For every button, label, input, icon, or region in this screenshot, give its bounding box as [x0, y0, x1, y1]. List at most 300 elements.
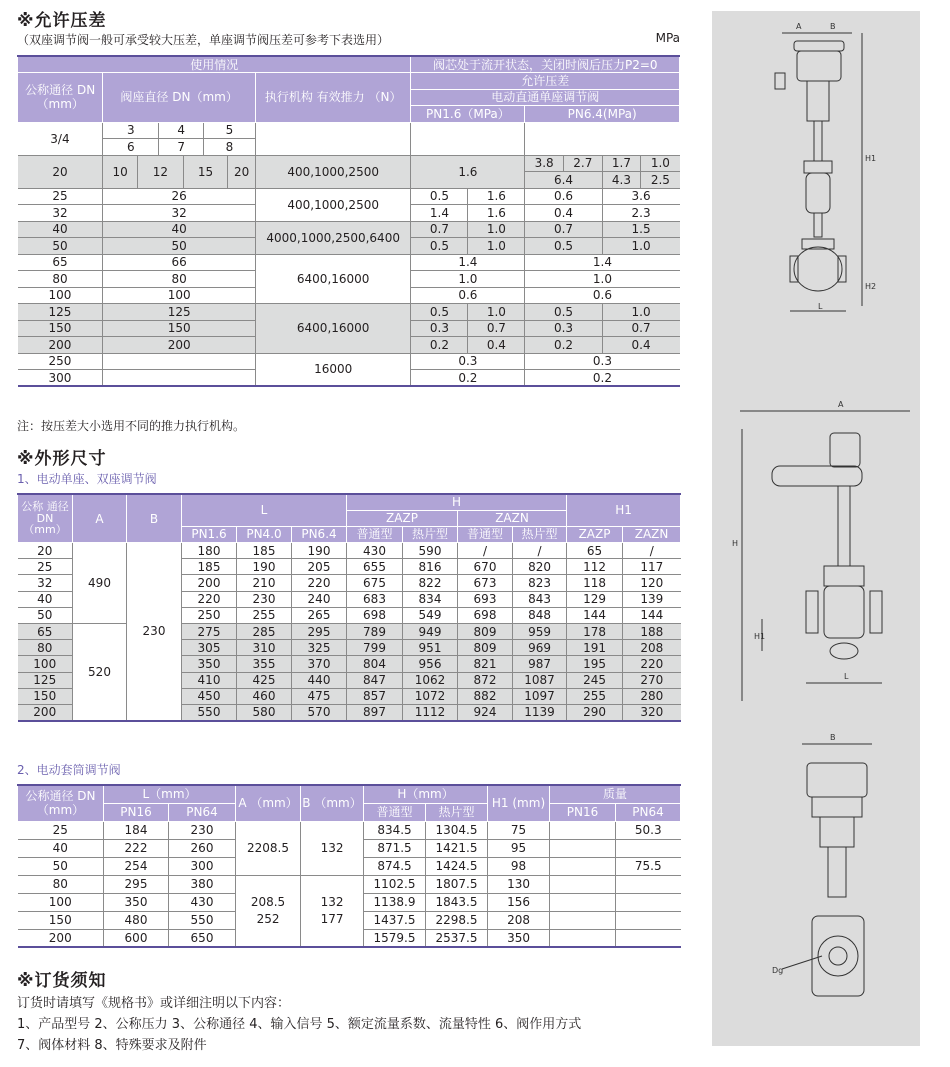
- dimensions-table-2: [17, 784, 681, 948]
- l-cell: 184: [104, 821, 169, 839]
- header-normal: 普通型: [458, 526, 513, 542]
- h-cell: 1437.5: [364, 911, 426, 929]
- header-fin: 热片型: [403, 526, 458, 542]
- dn-cell: 150: [18, 911, 104, 929]
- seat-cell: 4: [159, 122, 204, 139]
- pn16-cell: 0.5: [411, 304, 468, 321]
- pn16-cell: 0.5: [411, 188, 468, 205]
- valve-drawing-3: [782, 744, 872, 996]
- seat-cell: 10: [103, 155, 138, 188]
- pn64-cell: 2.5: [641, 172, 680, 189]
- table-cell: 125: [18, 672, 73, 688]
- dn-cell: 65: [18, 254, 103, 271]
- table-cell: 440: [292, 672, 347, 688]
- mass-cell: [550, 911, 616, 929]
- table-cell: 305: [182, 640, 237, 656]
- section-title-ordering: ※订货须知: [17, 971, 107, 991]
- dn-cell: 200: [18, 929, 104, 947]
- table-cell: 200: [182, 575, 237, 591]
- subsection-title-2: 2、电动套筒调节阀: [17, 763, 121, 777]
- actuator-cell: 4000,1000,2500,6400: [255, 221, 411, 254]
- table-cell: 220: [292, 575, 347, 591]
- table-row: [18, 624, 681, 640]
- l-cell: 300: [169, 857, 236, 875]
- pn64-cell: 0.6: [525, 287, 680, 304]
- pn16-cell: 1.0: [468, 304, 525, 321]
- unit-label: MPa: [655, 31, 680, 45]
- dn-cell: 100: [18, 287, 103, 304]
- dim-label: A: [838, 400, 844, 409]
- table-cell: 1062: [403, 672, 458, 688]
- header-h: H: [347, 494, 567, 510]
- mass-cell: [616, 911, 681, 929]
- table-cell: 280: [623, 688, 681, 704]
- pn64-cell: 1.0: [525, 271, 680, 288]
- dn-cell: 300: [18, 370, 103, 387]
- table-cell: 205: [292, 559, 347, 575]
- b-value: 177: [320, 911, 344, 926]
- header-zazn: ZAZN: [458, 510, 567, 526]
- h-cell: 1807.5: [426, 875, 488, 893]
- seat-cell: 26: [103, 188, 255, 205]
- table-cell: 822: [403, 575, 458, 591]
- mass-cell: [616, 929, 681, 947]
- table-cell: 208: [623, 640, 681, 656]
- h-cell: 1421.5: [426, 839, 488, 857]
- table-cell: 450: [182, 688, 237, 704]
- b-value: 132: [320, 894, 344, 909]
- pn16-cell: 0.2: [411, 337, 468, 354]
- ordering-list-1: 1、产品型号 2、公称压力 3、公称通径 4、输入信号 5、额定流量系数、流量特性 6、阀作用方式: [17, 1017, 582, 1032]
- valve-drawings: [712, 11, 920, 1046]
- mass-cell: [616, 875, 681, 893]
- h-cell: 2298.5: [426, 911, 488, 929]
- header-h: H（mm）: [364, 785, 488, 803]
- header-dn: 公称 通径 DN （mm）: [18, 494, 73, 543]
- table-cell: 698: [347, 607, 403, 623]
- header-zazp: ZAZP: [347, 510, 458, 526]
- l-cell: 230: [169, 821, 236, 839]
- seat-cell: [103, 353, 255, 370]
- table-cell: 118: [567, 575, 623, 591]
- seat-cell: 15: [183, 155, 228, 188]
- l-cell: 295: [104, 875, 169, 893]
- pn16-cell: 1.0: [468, 238, 525, 255]
- a-value: 252: [256, 911, 280, 926]
- dn-cell: 40: [18, 221, 103, 238]
- table-cell: 40: [18, 591, 73, 607]
- table-cell: 150: [18, 688, 73, 704]
- dim-label: Dg: [772, 966, 784, 975]
- table-cell: 843: [513, 591, 567, 607]
- table-cell: 120: [623, 575, 681, 591]
- table-cell: 350: [182, 656, 237, 672]
- table-cell: 275: [182, 624, 237, 640]
- table-cell: 320: [623, 704, 681, 720]
- pn16-cell: 0.4: [468, 337, 525, 354]
- seat-cell: 20: [228, 155, 255, 188]
- section-title-dimensions: ※外形尺寸: [17, 449, 107, 469]
- dim-label: H1: [865, 154, 877, 163]
- table-cell: 65: [567, 543, 623, 559]
- table-cell: 65: [18, 624, 73, 640]
- header-pn64: PN64: [169, 803, 236, 821]
- dn-cell: 40: [18, 839, 104, 857]
- actuator-cell: 400,1000,2500: [255, 155, 411, 188]
- pn64-cell: 0.6: [525, 188, 602, 205]
- table-cell: 1087: [513, 672, 567, 688]
- table-cell: 872: [458, 672, 513, 688]
- table-cell: 698: [458, 607, 513, 623]
- mass-cell: [550, 893, 616, 911]
- header-closed-state: 阀芯处于流开状态，关闭时阀后压力P2=0: [411, 56, 680, 73]
- table-cell: 144: [567, 607, 623, 623]
- dn-cell: 50: [18, 857, 104, 875]
- l-cell: 254: [104, 857, 169, 875]
- pn64-cell: 4.3: [602, 172, 641, 189]
- header-b: B: [127, 494, 182, 543]
- seat-cell: 200: [103, 337, 255, 354]
- pn16-cell: 0.3: [411, 320, 468, 337]
- seat-cell: 125: [103, 304, 255, 321]
- table-cell: 809: [458, 640, 513, 656]
- mass-cell: 75.5: [616, 857, 681, 875]
- table-cell: 32: [18, 575, 73, 591]
- table-cell: 191: [567, 640, 623, 656]
- h-cell: 1424.5: [426, 857, 488, 875]
- dn-cell: 80: [18, 875, 104, 893]
- table-cell: 144: [623, 607, 681, 623]
- table-cell: 230: [127, 543, 182, 721]
- table-cell: 20: [18, 543, 73, 559]
- dn-cell: 250: [18, 353, 103, 370]
- h1-cell: 130: [488, 875, 550, 893]
- table-cell: 683: [347, 591, 403, 607]
- table-cell: 50: [18, 607, 73, 623]
- table-cell: 897: [347, 704, 403, 720]
- table-cell: 570: [292, 704, 347, 720]
- dn-cell: 50: [18, 238, 103, 255]
- table-cell: 848: [513, 607, 567, 623]
- table-cell: /: [513, 543, 567, 559]
- pn64-cell: 0.7: [602, 320, 679, 337]
- header-zazp: ZAZP: [567, 526, 623, 542]
- dim-label: B: [830, 22, 836, 31]
- mass-cell: [550, 929, 616, 947]
- l-cell: 350: [104, 893, 169, 911]
- header-usage: 使用情况: [18, 56, 411, 73]
- seat-cell: 150: [103, 320, 255, 337]
- table-cell: 112: [567, 559, 623, 575]
- ordering-list-2: 7、阀体材料 8、特殊要求及附件: [17, 1038, 207, 1053]
- dimensions-table-1: [17, 493, 681, 722]
- pn64-cell: 0.4: [602, 337, 679, 354]
- table-cell: 693: [458, 591, 513, 607]
- mass-cell: [616, 893, 681, 911]
- table-cell: 25: [18, 559, 73, 575]
- table-cell: 220: [623, 656, 681, 672]
- pn64-cell: 0.2: [525, 370, 680, 387]
- seat-cell: [103, 370, 255, 387]
- dn-cell: 3/4: [18, 122, 103, 155]
- dn-cell: 20: [18, 155, 103, 188]
- table-cell: 490: [73, 543, 127, 624]
- header-b: B （mm）: [301, 785, 364, 821]
- header-pn16: PN1.6（MPa）: [411, 106, 525, 123]
- pn16-cell: [411, 122, 525, 155]
- dim-label: H2: [865, 282, 877, 291]
- dn-cell: 25: [18, 821, 104, 839]
- table-cell: 430: [347, 543, 403, 559]
- seat-cell: 8: [204, 139, 256, 156]
- header-fin: 热片型: [426, 803, 488, 821]
- table-cell: 804: [347, 656, 403, 672]
- table-cell: 670: [458, 559, 513, 575]
- pn64-cell: 2.3: [602, 205, 679, 222]
- allowed-pressure-table: [17, 55, 680, 387]
- dn-cell: 200: [18, 337, 103, 354]
- pn64-cell: 2.7: [563, 155, 602, 172]
- header-pn64: PN6.4(MPa): [525, 106, 680, 123]
- section-subtitle: （双座调节阀一般可承受较大压差，单座调节阀压差可参考下表选用）: [17, 33, 390, 47]
- header-fin: 热片型: [513, 526, 567, 542]
- a-value: 208.5: [250, 894, 286, 909]
- pn16-cell: 1.0: [411, 271, 525, 288]
- table-cell: 949: [403, 624, 458, 640]
- table-cell: 834: [403, 591, 458, 607]
- actuator-cell: 400,1000,2500: [255, 188, 411, 221]
- mass-cell: [550, 839, 616, 857]
- pn64-cell: 3.6: [602, 188, 679, 205]
- actuator-cell: [255, 122, 411, 155]
- table-cell: /: [458, 543, 513, 559]
- table-cell: 475: [292, 688, 347, 704]
- pn64-cell: 0.4: [525, 205, 602, 222]
- table-cell: 959: [513, 624, 567, 640]
- ordering-intro: 订货时请填写《规格书》或详细注明以下内容：: [17, 996, 291, 1011]
- pn16-cell: 0.2: [411, 370, 525, 387]
- subsection-title-1: 1、电动单座、双座调节阀: [17, 472, 157, 486]
- table-cell: 460: [237, 688, 292, 704]
- table-cell: 550: [182, 704, 237, 720]
- pn16-cell: 0.6: [411, 287, 525, 304]
- table-cell: 230: [237, 591, 292, 607]
- l-cell: 380: [169, 875, 236, 893]
- pn64-cell: 1.7: [602, 155, 641, 172]
- table-cell: 270: [623, 672, 681, 688]
- h-cell: 1138.9: [364, 893, 426, 911]
- pn64-cell: 0.3: [525, 353, 680, 370]
- table-cell: 117: [623, 559, 681, 575]
- table-cell: 210: [237, 575, 292, 591]
- pn64-cell: 0.2: [525, 337, 602, 354]
- header-normal: 普通型: [347, 526, 403, 542]
- pn64-cell: 1.4: [525, 254, 680, 271]
- table-cell: 310: [237, 640, 292, 656]
- h-cell: 1304.5: [426, 821, 488, 839]
- dim-label: A: [796, 22, 802, 31]
- table-cell: 370: [292, 656, 347, 672]
- table-cell: 250: [182, 607, 237, 623]
- pn64-cell: 1.0: [602, 238, 679, 255]
- table-cell: 924: [458, 704, 513, 720]
- h1-cell: 350: [488, 929, 550, 947]
- table-cell: 295: [292, 624, 347, 640]
- table-cell: 1097: [513, 688, 567, 704]
- table-cell: 590: [403, 543, 458, 559]
- table-cell: 956: [403, 656, 458, 672]
- pn16-cell: 1.4: [411, 254, 525, 271]
- header-l: L（mm）: [104, 785, 236, 803]
- mass-cell: [550, 821, 616, 839]
- header-allowed: 允许压差: [411, 73, 680, 90]
- pn64-cell: 1.5: [602, 221, 679, 238]
- dn-cell: 25: [18, 188, 103, 205]
- header-normal: 普通型: [364, 803, 426, 821]
- table-cell: /: [623, 543, 681, 559]
- table-cell: 290: [567, 704, 623, 720]
- section-title-allowed-pressure: ※允许压差: [17, 11, 107, 31]
- dim-label: L: [844, 672, 849, 681]
- h1-cell: 98: [488, 857, 550, 875]
- table-cell: 951: [403, 640, 458, 656]
- table-cell: 520: [73, 624, 127, 721]
- table-cell: 195: [567, 656, 623, 672]
- table-cell: 200: [18, 704, 73, 720]
- table-cell: 1112: [403, 704, 458, 720]
- dn-cell: 125: [18, 304, 103, 321]
- table-cell: 245: [567, 672, 623, 688]
- mass-cell: [550, 875, 616, 893]
- header-dn: 公称通径 DN（mm）: [18, 785, 104, 821]
- a-cell: [236, 875, 301, 947]
- seat-cell: 100: [103, 287, 255, 304]
- dim-label: L: [818, 302, 823, 311]
- l-cell: 650: [169, 929, 236, 947]
- seat-cell: 5: [204, 122, 256, 139]
- seat-cell: 50: [103, 238, 255, 255]
- h-cell: 2537.5: [426, 929, 488, 947]
- pn16-cell: 1.0: [468, 221, 525, 238]
- h-cell: 1579.5: [364, 929, 426, 947]
- dn-cell: 32: [18, 205, 103, 222]
- h-cell: 834.5: [364, 821, 426, 839]
- h1-cell: 75: [488, 821, 550, 839]
- table-cell: 185: [182, 559, 237, 575]
- pn64-cell: 0.7: [525, 221, 602, 238]
- l-cell: 600: [104, 929, 169, 947]
- table-cell: 969: [513, 640, 567, 656]
- table-cell: 549: [403, 607, 458, 623]
- mass-cell: 50.3: [616, 821, 681, 839]
- pn64-cell: 3.8: [525, 155, 564, 172]
- table-cell: 987: [513, 656, 567, 672]
- table-cell: 185: [237, 543, 292, 559]
- header-pn64: PN6.4: [292, 526, 347, 542]
- seat-cell: 66: [103, 254, 255, 271]
- header-actuator: 执行机构 有效推力 （N）: [255, 73, 411, 123]
- dn-cell: 150: [18, 320, 103, 337]
- l-cell: 222: [104, 839, 169, 857]
- table-cell: 1072: [403, 688, 458, 704]
- header-zazn: ZAZN: [623, 526, 681, 542]
- header-a: A （mm）: [236, 785, 301, 821]
- header-pn16: PN16: [104, 803, 169, 821]
- actuator-cell: 6400,16000: [255, 304, 411, 354]
- table-cell: 425: [237, 672, 292, 688]
- seat-cell: 7: [159, 139, 204, 156]
- h1-cell: 208: [488, 911, 550, 929]
- pn64-cell: 0.3: [525, 320, 602, 337]
- table-cell: 100: [18, 656, 73, 672]
- seat-cell: 32: [103, 205, 255, 222]
- l-cell: 550: [169, 911, 236, 929]
- table-cell: 255: [237, 607, 292, 623]
- table-row: [18, 543, 681, 559]
- b-cell: 132: [301, 821, 364, 875]
- table-cell: 410: [182, 672, 237, 688]
- seat-cell: 6: [103, 139, 159, 156]
- dn-cell: 100: [18, 893, 104, 911]
- pn16-cell: 0.7: [411, 221, 468, 238]
- pn64-cell: 0.5: [525, 238, 602, 255]
- pn16-cell: 1.4: [411, 205, 468, 222]
- table-cell: 220: [182, 591, 237, 607]
- header-mass: 质量: [550, 785, 681, 803]
- header-pn40: PN4.0: [237, 526, 292, 542]
- drawing-panel: [712, 11, 920, 1046]
- table-cell: 789: [347, 624, 403, 640]
- header-l: L: [182, 494, 347, 526]
- header-pn64: PN64: [616, 803, 681, 821]
- table-cell: 675: [347, 575, 403, 591]
- table-cell: 820: [513, 559, 567, 575]
- mass-cell: [616, 839, 681, 857]
- actuator-cell: 16000: [255, 353, 411, 386]
- table-note: 注：按压差大小选用不同的推力执行机构。: [17, 419, 246, 433]
- table-cell: 580: [237, 704, 292, 720]
- h-cell: 871.5: [364, 839, 426, 857]
- header-valve-type: 电动直通单座调节阀: [411, 89, 680, 106]
- table-cell: 816: [403, 559, 458, 575]
- l-cell: 430: [169, 893, 236, 911]
- l-cell: 480: [104, 911, 169, 929]
- pn64-cell: 1.0: [641, 155, 680, 172]
- table-cell: 178: [567, 624, 623, 640]
- table-cell: 673: [458, 575, 513, 591]
- a-cell: 2208.5: [236, 821, 301, 875]
- header-dn: 公称通径 DN（mm）: [18, 73, 103, 123]
- table-cell: 129: [567, 591, 623, 607]
- seat-cell: 12: [137, 155, 183, 188]
- table-cell: 1139: [513, 704, 567, 720]
- dim-label: H: [732, 539, 739, 548]
- seat-cell: 40: [103, 221, 255, 238]
- table-cell: 180: [182, 543, 237, 559]
- valve-drawing-1: [775, 33, 862, 311]
- pn16-cell: 0.3: [411, 353, 525, 370]
- table-cell: 655: [347, 559, 403, 575]
- table-cell: 325: [292, 640, 347, 656]
- pn64-cell: 1.0: [602, 304, 679, 321]
- table-cell: 285: [237, 624, 292, 640]
- table-cell: 188: [623, 624, 681, 640]
- seat-cell: 80: [103, 271, 255, 288]
- h1-cell: 95: [488, 839, 550, 857]
- h-cell: 1843.5: [426, 893, 488, 911]
- h-cell: 1102.5: [364, 875, 426, 893]
- dim-label: B: [830, 733, 836, 742]
